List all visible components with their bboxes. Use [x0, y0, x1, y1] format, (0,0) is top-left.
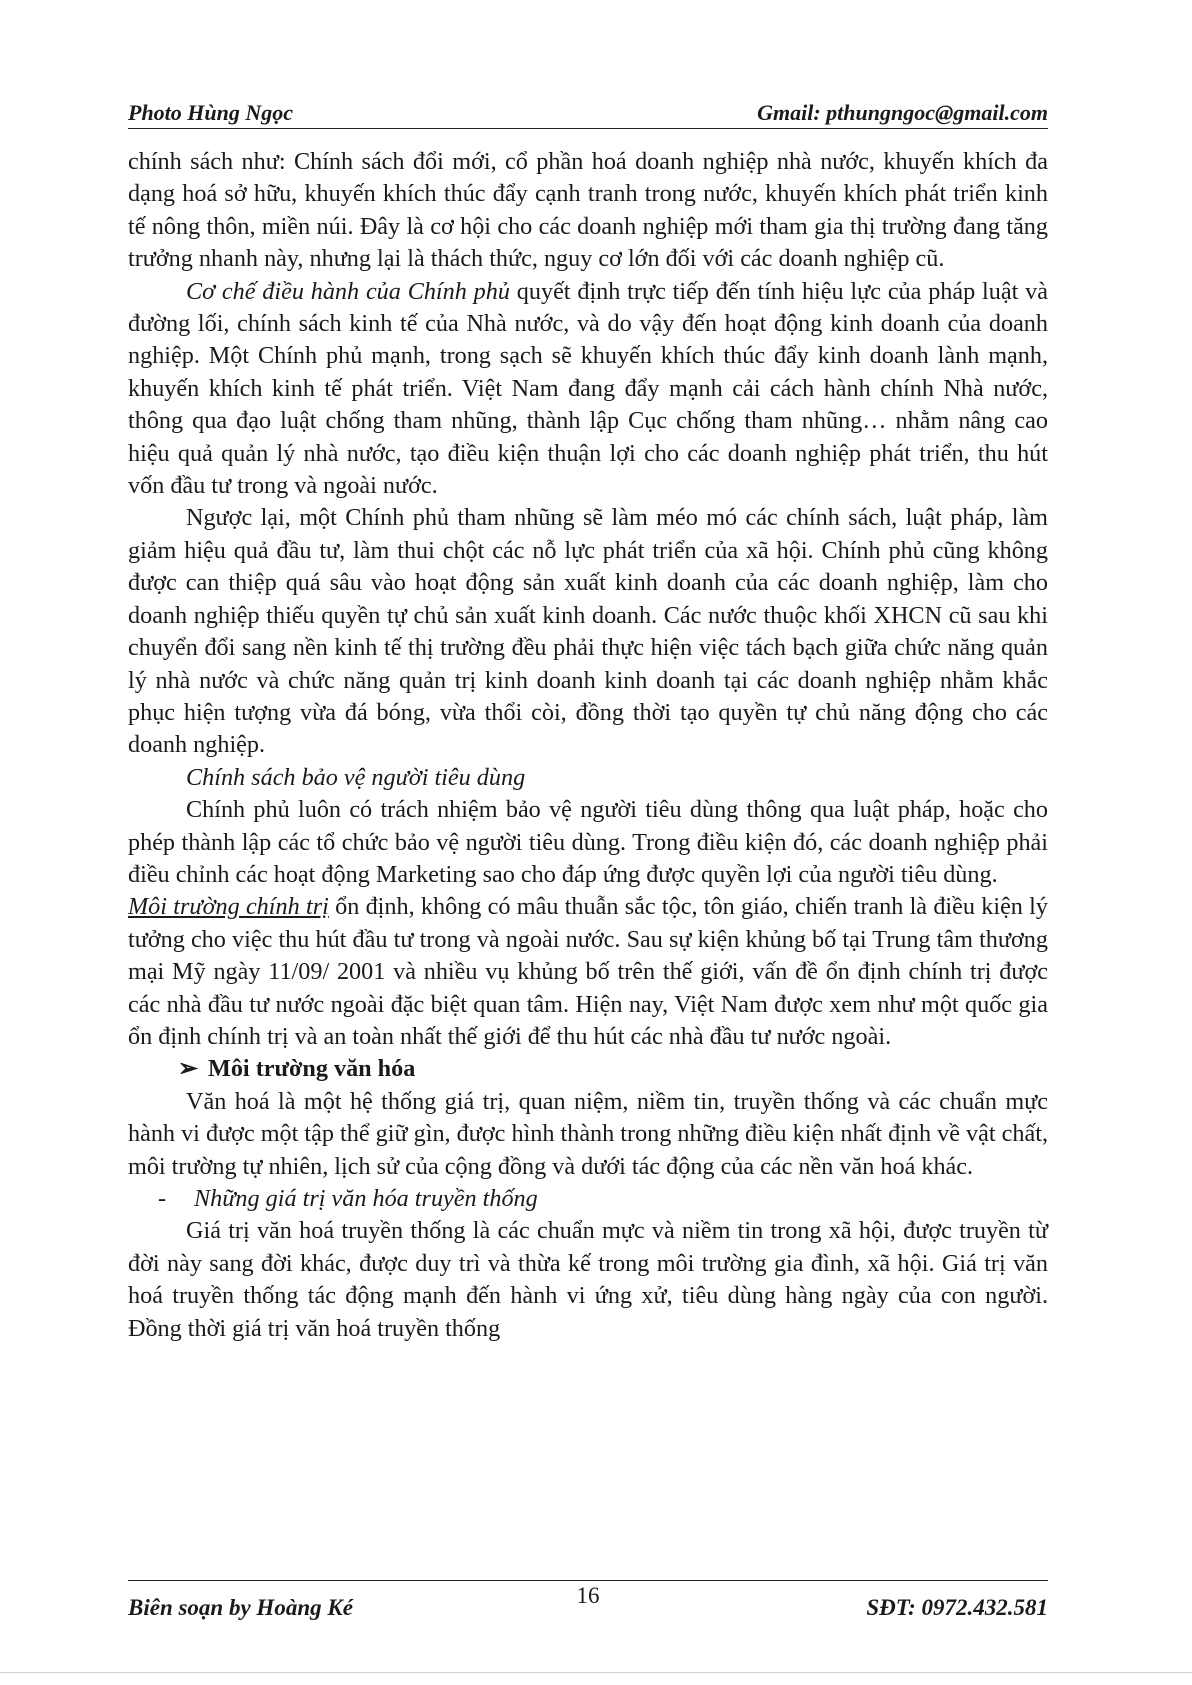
paragraph-7: Giá trị văn hoá truyền thống là các chuẩn mực và niềm tin trong xã hội, được truyền từ đời này sang đời khác, được duy trì và thừa kế trong môi trường gia đình, xã hội. Giá trị văn hoá truyền thống tác động mạnh đến hành vi ứng xử, tiêu dùng hàng ngày của con người. Đồng thời giá trị văn hoá truyền thống — [128, 1217, 1048, 1342]
heading-traditional-values-text: Những giá trị văn hóa truyền thống — [194, 1185, 538, 1212]
paragraph-4: Chính phủ luôn có trách nhiệm bảo vệ người tiêu dùng thông qua luật pháp, hoặc cho phép thành lập các tổ chức bảo vệ người tiêu dùng. Trong điều kiện đó, các doanh nghiệp phải điều chỉnh các hoạt động Marketing sao cho đáp ứng được quyền lợi của người tiêu dùng. — [128, 796, 1048, 888]
header-left: Photo Hùng Ngọc — [128, 100, 294, 125]
dash-bullet: - — [158, 1185, 167, 1212]
paragraph-1: chính sách như: Chính sách đổi mới, cổ phần hoá doanh nghiệp nhà nước, khuyến khích đa dạng hoá sở hữu, khuyến khích thúc đẩy cạnh tranh trong nước, khuyến khích phát triển kinh tế nông thôn, miền núi. Đây là cơ hội cho các doanh nghiệp mới tham gia thị trường đang tăng trưởng nhanh này, nhưng lại là thách thức, nguy cơ lớn đối với các doanh nghiệp cũ. — [128, 148, 1048, 273]
paragraph-2-rest: quyết định trực tiếp đến tính hiệu lực của pháp luật và đường lối, chính sách kinh tế của Nhà nước, và do vậy đến hoạt động kinh doanh của doanh nghiệp. Một Chính phủ mạnh, trong sạch sẽ khuyến khích thúc đẩy kinh doanh lành mạnh, khuyến khích kinh tế phát triển. Việt Nam đang đẩy mạnh cải cách hành chính Nhà nước, thông qua đạo luật chống tham nhũng, thành lập Cục chống tham nhũng… nhằm nâng cao hiệu quả quản lý nhà nước, tạo điều kiện thuận lợi cho các doanh nghiệp phát triển, thu hút vốn đầu tư trong và ngoài nước. — [128, 277, 1048, 500]
paragraph-5 — [128, 891, 1048, 1053]
header-right: Gmail: pthungngoc@gmail.com — [757, 100, 1048, 125]
paragraph-5-lead: Môi trường chính trị — [128, 893, 329, 921]
page-number: 16 — [576, 1583, 600, 1608]
footer-right: SĐT: 0972.432.581 — [866, 1595, 1048, 1620]
paragraph-2 — [128, 276, 1048, 503]
arrow-bullet-icon: ➢ — [178, 1055, 199, 1083]
scan-edge-line — [0, 1672, 1192, 1673]
paragraph-3: Ngược lại, một Chính phủ tham nhũng sẽ làm méo mó các chính sách, luật pháp, làm giảm hiệu quả đầu tư, làm thui chột các nỗ lực phát triển của xã hội. Chính phủ cũng không được can thiệp quá sâu vào hoạt động sản xuất kinh doanh của các doanh nghiệp, làm cho doanh nghiệp thiếu quyền tự chủ sản xuất kinh doanh. Các nước thuộc khối XHCN cũ sau khi chuyển đổi sang nền kinh tế thị trường đều phải thực hiện việc tách bạch giữa chức năng quản lý nhà nước và chức năng quản trị kinh doanh kinh doanh tại các doanh nghiệp nhằm khắc phục hiện tượng vừa đá bóng, vừa thổi còi, đồng thời tạo quyền tự chủ năng động cho các doanh nghiệp. — [128, 504, 1048, 759]
page-header — [128, 94, 1048, 129]
heading-culture — [128, 1053, 1048, 1085]
page-body — [128, 146, 1048, 1345]
heading-traditional-values — [128, 1183, 1048, 1215]
paragraph-2-lead: Cơ chế điều hành của Chính phủ — [186, 277, 510, 305]
footer-left: Biên soạn by Hoàng Ké — [128, 1595, 353, 1620]
heading-consumer-protection: Chính sách bảo vệ người tiêu dùng — [186, 763, 526, 791]
paragraph-5-rest: ổn định, không có mâu thuẫn sắc tộc, tôn giáo, chiến tranh là điều kiện lý tưởng cho việc thu hút đầu tư trong và ngoài nước. Sau sự kiện khủng bố tại Trung tâm thương mại Mỹ ngày 11/09/ 2001 và nhiều vụ khủng bố trên thế giới, vấn đề ổn định chính trị được các nhà đầu tư nước ngoài đặc biệt quan tâm. Hiện nay, Việt Nam được xem như một quốc gia ổn định chính trị và an toàn nhất thế giới để thu hút các nhà đầu tư nước ngoài. — [128, 893, 1048, 1050]
paragraph-6: Văn hoá là một hệ thống giá trị, quan niệm, niềm tin, truyền thống và các chuẩn mực hành vi được một tập thể giữ gìn, được hình thành trong những điều kiện nhất định về vật chất, môi trường tự nhiên, lịch sử của cộng đồng và dưới tác động của các nền văn hoá khác. — [128, 1087, 1048, 1180]
heading-culture-text: Môi trường văn hóa — [208, 1055, 416, 1083]
page-footer — [128, 1580, 1048, 1621]
